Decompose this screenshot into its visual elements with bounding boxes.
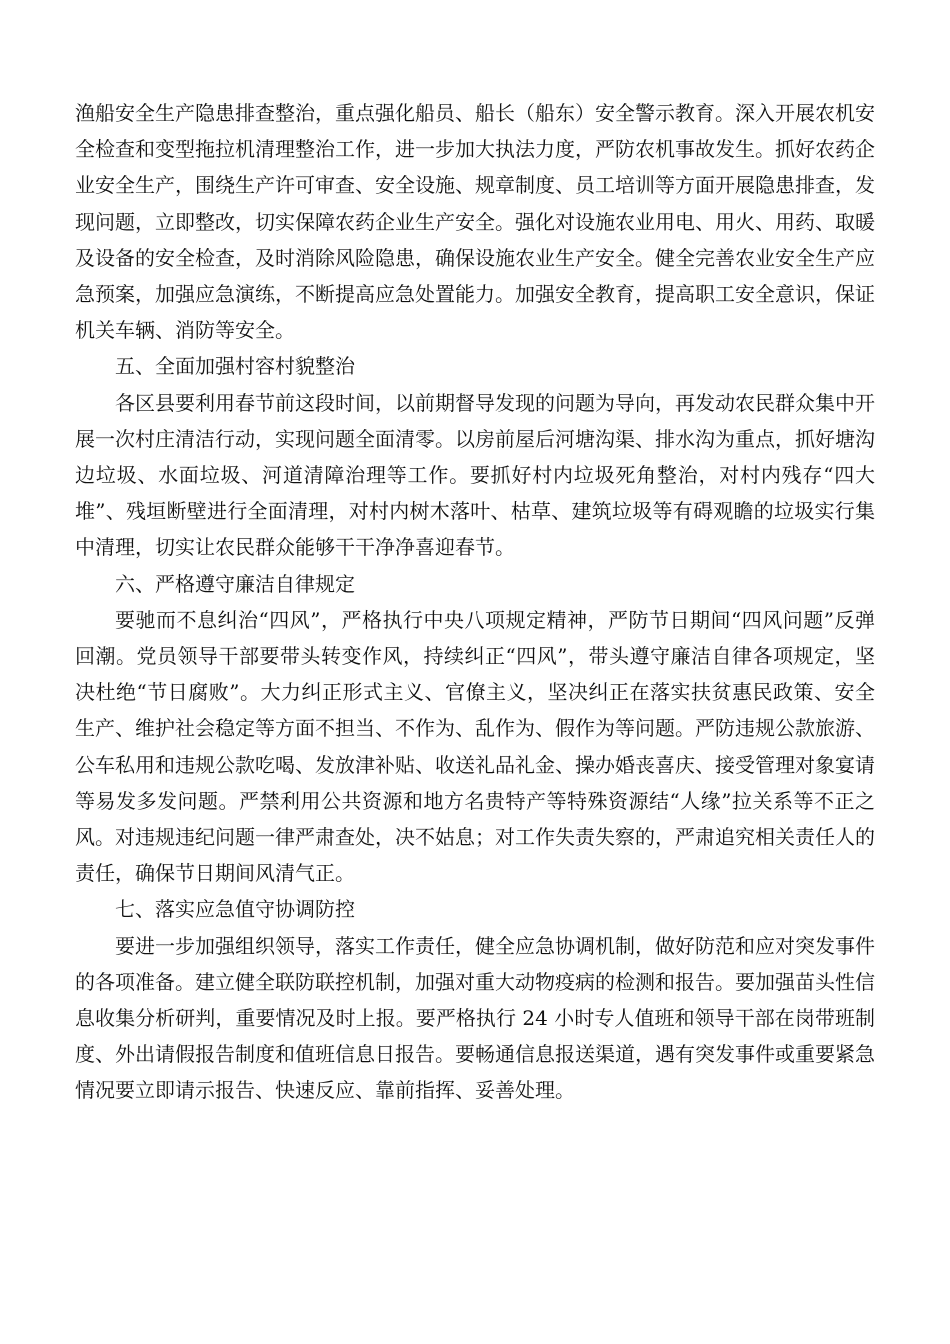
paragraph-village-cleanup: 各区县要利用春节前这段时间，以前期督导发现的问题为导向，再发动农民群众集中开展一次村庄清洁行动，实现问题全面清零。以房前屋后河塘沟渠、排水沟为重点，抓好塘沟边垃圾、水面垃圾、河道清障治理等工作。要抓好村内垃圾死角整治，对村内残存“四大堆”、残垣断壁进行全面清理，对村内树木落叶、枯草、建筑垃圾等有碍观瞻的垃圾实行集中清理，切实让农民群众能够干干净净喜迎春节。 [75, 390, 875, 560]
paragraph-emergency-duty: 要进一步加强组织领导，落实工作责任，健全应急协调机制，做好防范和应对突发事件的各项准备。建立健全联防联控机制，加强对重大动物疫病的检测和报告。要加强苗头性信息收集分析研判，重要情况及时上报。要严格执行 24 小时专人值班和领导干部在岗带班制度、外出请假报告制度和值班信息日报告。要畅通信息报送渠道，遇有突发事件或重要紧急情况要立即请示报告、快速反应、靠前指挥、妥善处理。 [75, 933, 875, 1103]
section-heading-5: 五、全面加强村容村貌整治 [115, 354, 355, 379]
paragraph-integrity-rules: 要驰而不息纠治“四风”，严格执行中央八项规定精神，严防节日期间“四风问题”反弹回潮。党员领导干部要带头转变作风，持续纠正“四风”，带头遵守廉洁自律各项规定，坚决杜绝“节日腐败”。大力纠正形式主义、官僚主义，坚决纠正在落实扶贫惠民政策、安全生产、维护社会稳定等方面不担当、不作为、乱作为、假作为等问题。严防违规公款旅游、公车私用和违规公款吃喝、发放津补贴、收送礼品礼金、操办婚丧喜庆、接受管理对象宴请等易发多发问题。严禁利用公共资源和地方名贵特产等特殊资源结“人缘”拉关系等不正之风。对违规违纪问题一律严肃查处，决不姑息；对工作失责失察的，严肃追究相关责任人的责任，确保节日期间风清气正。 [75, 607, 875, 886]
section-heading-6: 六、严格遵守廉洁自律规定 [115, 571, 355, 596]
paragraph-continuation: 渔船安全生产隐患排查整治，重点强化船员、船长（船东）安全警示教育。深入开展农机安全检查和变型拖拉机清理整治工作，进一步加大执法力度，严防农机事故发生。抓好农药企业安全生产，围绕生产许可审查、安全设施、规章制度、员工培训等方面开展隐患排查，发现问题，立即整改，切实保障农药企业生产安全。强化对设施农业用电、用火、用药、取暖及设备的安全检查，及时消除风险隐患，确保设施农业生产安全。健全完善农业安全生产应急预案，加强应急演练，不断提高应急处置能力。加强安全教育，提高职工安全意识，保证机关车辆、消防等安全。 [75, 101, 875, 343]
section-heading-7: 七、落实应急值守协调防控 [115, 897, 355, 922]
document-page [75, 95, 875, 1109]
